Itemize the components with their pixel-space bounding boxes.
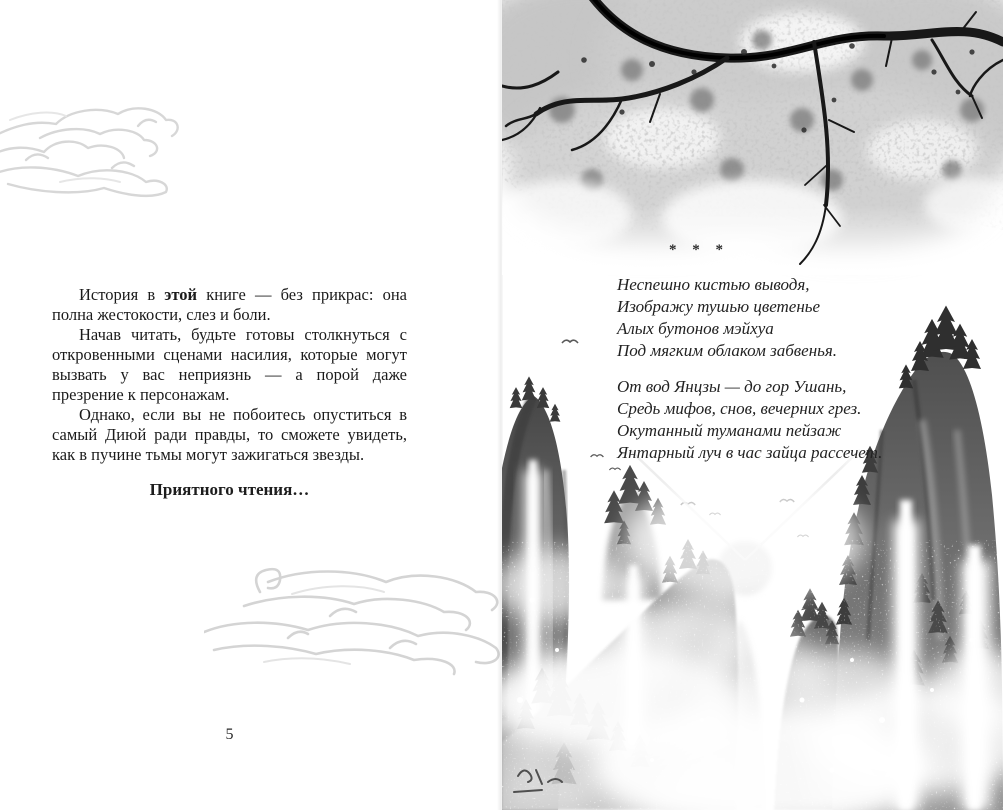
poem-line: Окутанный туманами пейзаж xyxy=(617,421,842,440)
poem-line: От вод Янцзы — до гор Ушань, xyxy=(617,377,847,396)
bold-word: этой xyxy=(164,285,198,304)
poem-stanza-2 xyxy=(617,376,882,464)
paragraph-3: Однако, если вы не побоитесь опуститься в самый Диюй ради правды, то сможете увидеть, как в пучине тьмы могут зажигаться звезды. xyxy=(52,405,407,464)
blossom-canopy xyxy=(502,0,1003,275)
snow-sparkle xyxy=(502,540,1003,810)
poem-line: Изображу тушью цветенье xyxy=(617,297,821,316)
poem-stanza-1 xyxy=(617,274,882,362)
closing-note: Приятного чтения… xyxy=(149,480,310,499)
poem-line: Янтарный луч в час зайца рассечет. xyxy=(617,443,883,462)
poem-line: Алых бутонов мэйхуа xyxy=(617,319,774,338)
cloud-ornament-bottom-icon xyxy=(204,554,500,684)
poem xyxy=(617,274,882,464)
poem-separator: * * * xyxy=(669,242,725,258)
cloud-ornament-top-icon xyxy=(0,90,180,200)
left-page xyxy=(0,0,500,810)
paragraph-1: История в этой книге — без прикрас: она полна жестокости, слез и боли. xyxy=(52,285,407,324)
poem-line: Средь мифов, снов, вечерних грез. xyxy=(617,399,862,418)
paragraph-2: Начав читать, будьте готовы столкнуться с откровенными сценами насилия, которые могут вызвать у вас неприязнь — а порой даже презрение к персонажам. xyxy=(52,325,407,404)
page-number: 5 xyxy=(225,726,234,743)
poem-line: Неспешно кистью выводя, xyxy=(617,275,810,294)
body-text xyxy=(52,285,407,465)
poem-line: Под мягким облаком забвенья. xyxy=(617,341,838,360)
